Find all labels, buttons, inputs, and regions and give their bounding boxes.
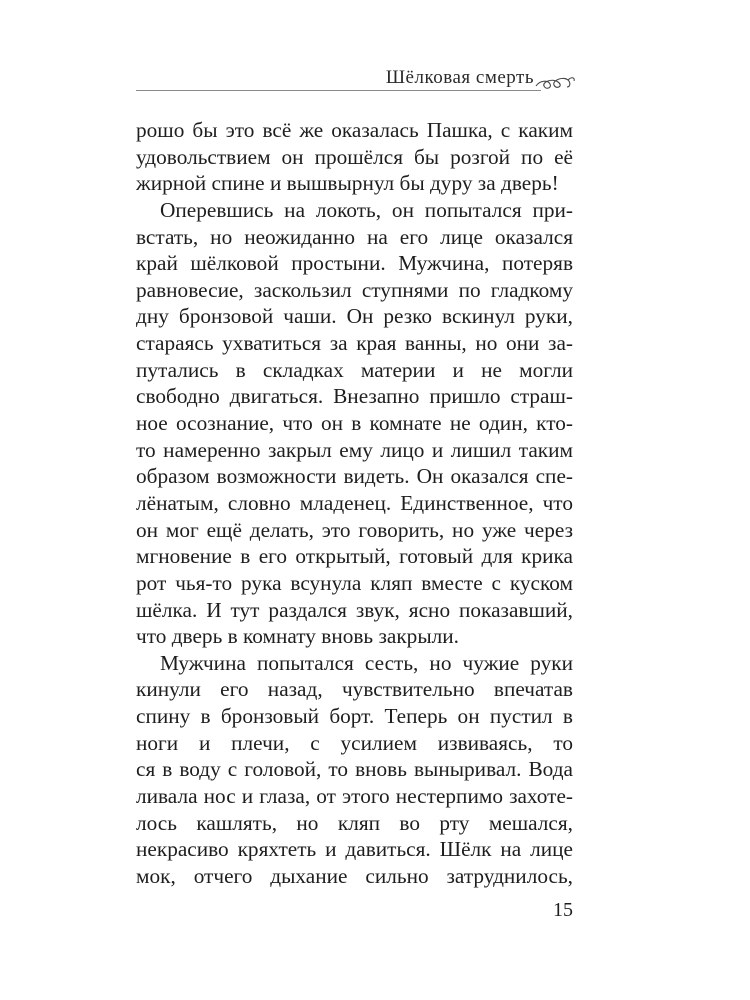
text-line: путались в складках материи и не могли [136,357,573,382]
text-line: мгновение в его открытый, готовый для крика [136,544,573,569]
text-line: лось кашлять, но кляп во рту мешался, [136,810,573,835]
text-line: образом возможности видеть. Он оказался спе- [136,464,573,489]
text-line: мок, отчего дыхание сильно затруднилось, [136,863,573,888]
text-line: равновесие, заскользил ступнями по гладкому [136,277,573,302]
text-line: встать, но неожиданно на его лице оказался [136,224,573,249]
text-line: стараясь ухватиться за края ванны, но они за- [136,331,573,356]
text-line: что дверь в комнату вновь закрыли. [136,624,459,649]
text-line: край шёлковой простыни. Мужчина, потеряв [136,251,573,276]
text-line: ноги и плечи, с усилием извиваясь, то [136,730,573,755]
running-title: Шёлковая смерть [385,67,534,88]
text-line: дну бронзовой чаши. Он резко вскинул руки, [136,304,573,329]
text-line: лёнатым, словно младенец. Единственное, что [136,490,573,515]
flourish-ornament-icon [534,72,576,92]
text-line: удовольствием он прошёлся бы розгой по её [136,144,573,169]
text-line: Мужчина попытался сесть, но чужие руки [160,650,573,675]
text-line: то намеренно закрыл ему лицо и лишил таким [136,437,573,462]
text-line: ся в воду с головой, то вновь выныривал. Вода [136,757,573,782]
text-line: Оперевшись на локоть, он попытался при- [160,197,573,222]
text-line: свободно двигаться. Внезапно пришло страш- [136,384,573,409]
text-line: шёлка. И тут раздался звук, ясно показавший, [136,597,573,622]
text-line: кинули его назад, чувствительно впечатав [136,677,573,702]
header-rule [136,90,541,91]
text-line: рот чья-то рука всунула кляп вместе с куском [136,570,573,595]
page-number: 15 [553,899,573,921]
text-line: ливала нос и глаза, от этого нестерпимо захоте- [136,784,573,809]
body-text [136,117,573,890]
text-line: ное осознание, что он в комнате не один, кто- [136,411,573,436]
text-line: жирной спине и вышвырнул бы дуру за дверь! [136,171,559,196]
text-line: он мог ещё делать, это говорить, но уже через [136,517,573,542]
text-line: некрасиво кряхтеть и давиться. Шёлк на лице [136,837,573,862]
running-header [136,66,576,92]
text-line: рошо бы это всё же оказалась Пашка, с каким [136,118,573,142]
text-line: спину в бронзовый борт. Теперь он пустил в [136,704,573,729]
